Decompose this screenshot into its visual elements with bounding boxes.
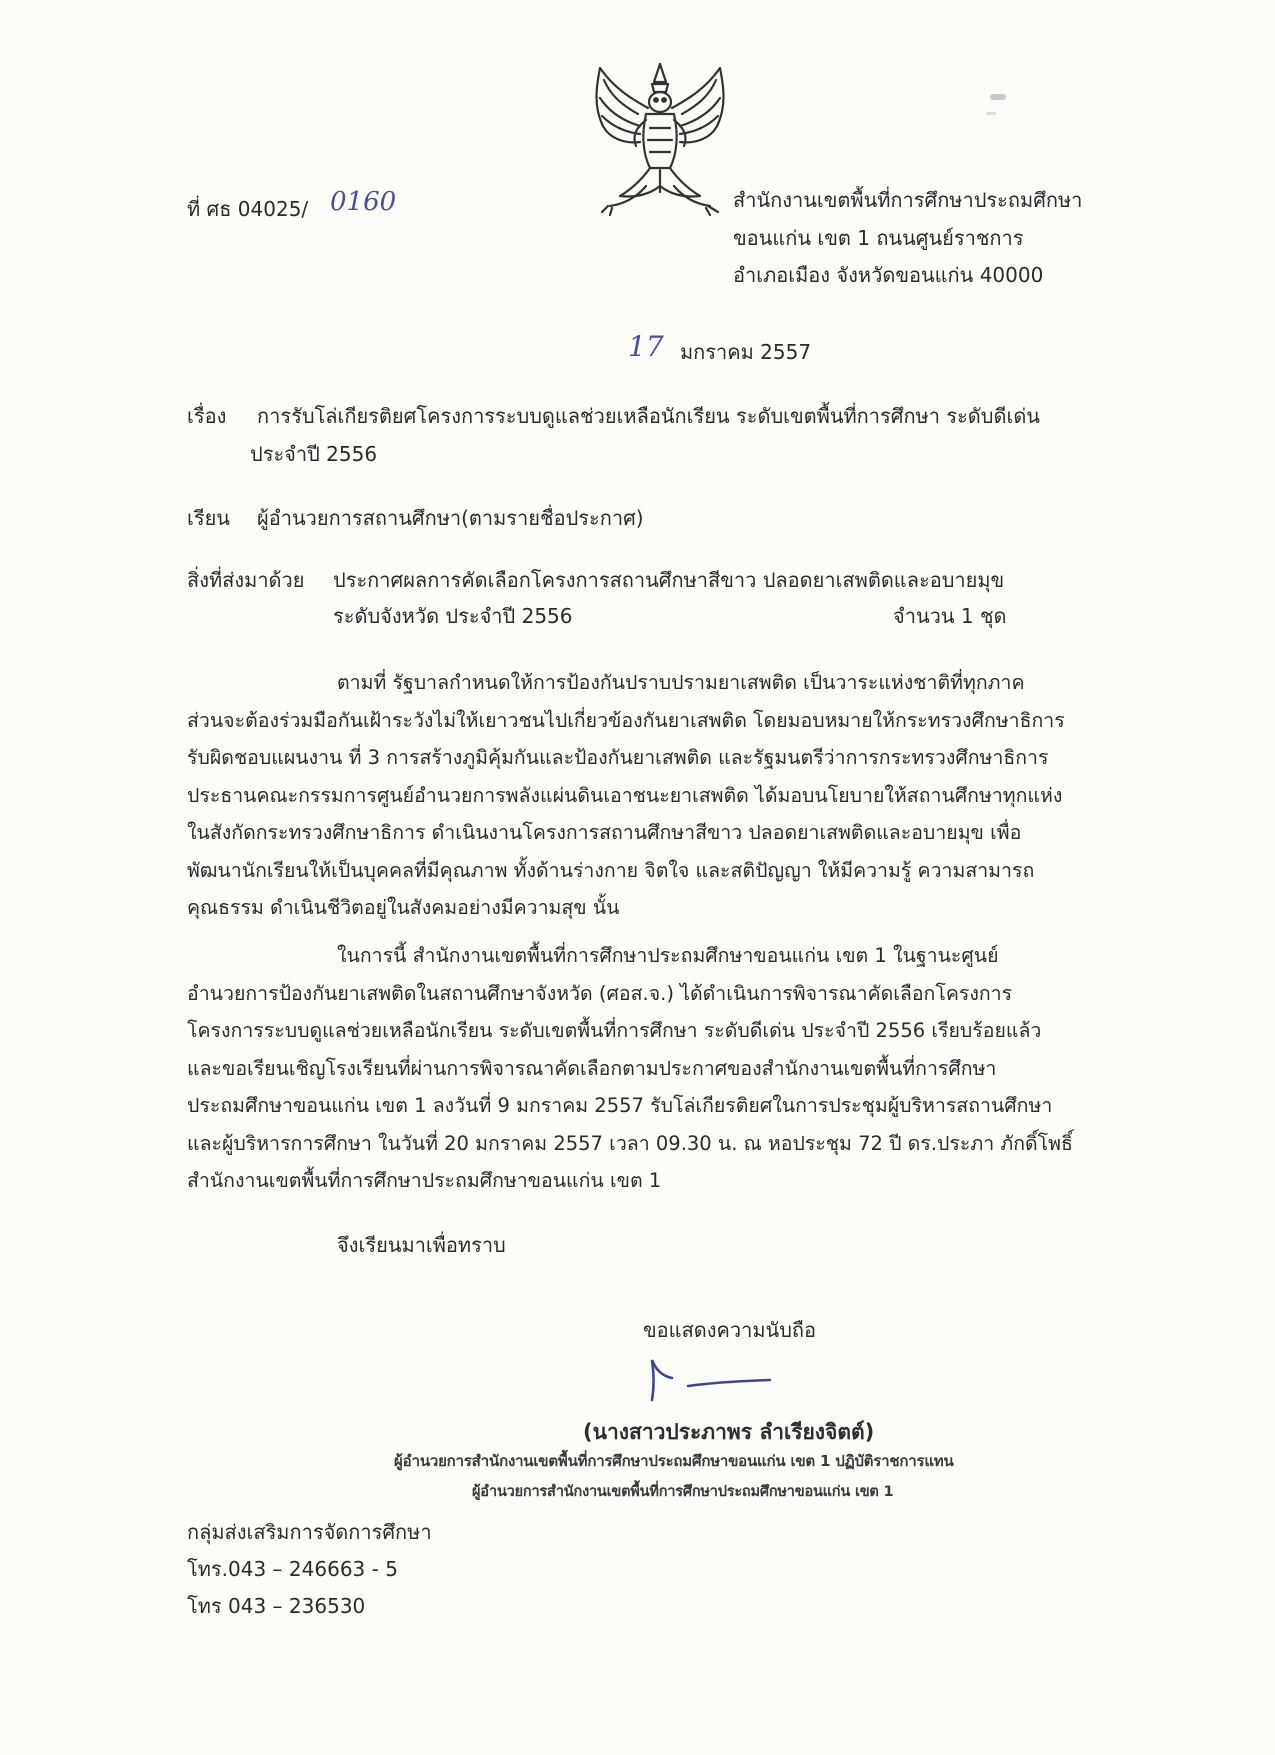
subject-label: เรื่อง (187, 404, 227, 428)
paragraph-2-line: ในการนี้ สำนักงานเขตพื้นที่การศึกษาประถมศึกษาขอนแก่น เขต 1 ในฐานะศูนย์ (337, 944, 999, 967)
subject-line-2: ประจำปี 2556 (250, 442, 378, 466)
garuda-emblem-icon (580, 58, 740, 218)
signatory-title-line-2: ผู้อำนวยการสำนักงานเขตพื้นที่การศึกษาประถมศึกษาขอนแก่น เขต 1 (472, 1484, 894, 1500)
scan-speck (990, 94, 1006, 100)
paragraph-2-line: และขอเรียนเชิญโรงเรียนที่ผ่านการพิจารณาคัดเลือกตามประกาศของสำนักงานเขตพื้นที่การศึกษา (187, 1056, 997, 1080)
paragraph-1-line: ส่วนจะต้องร่วมมือกันเฝ้าระวังไม่ให้เยาวชนไปเกี่ยวข้องกันยาเสพติด โดยมอบหมายให้กระทรวงศึกษาธิการ (187, 708, 1065, 732)
paragraph-1-line: รับผิดชอบแผนงาน ที่ 3 การสร้างภูมิคุ้มกันและป้องกันยาเสพติด และรัฐมนตรีว่าการกระทรวงศึกษาธิการ (187, 746, 1049, 769)
paragraph-1-line: พัฒนานักเรียนให้เป็นบุคคลที่มีคุณภาพ ทั้งด้านร่างกาย จิตใจ และสติปัญญา ให้มีความรู้ ความสามารถ (187, 858, 1035, 882)
phone-line-1: โทร.043 – 246663 - 5 (187, 1557, 398, 1581)
enclosure-quantity: จำนวน 1 ชุด (893, 604, 1007, 628)
paragraph-2-line: ประถมศึกษาขอนแก่น เขต 1 ลงวันที่ 9 มกราคม 2557 รับโล่เกียรติยศในการประชุมผู้บริหารสถานศึกษา (187, 1094, 1053, 1117)
sender-line-1: สำนักงานเขตพื้นที่การศึกษาประถมศึกษา (733, 188, 1083, 212)
signatory-title-line-1: ผู้อำนวยการสำนักงานเขตพื้นที่การศึกษาประถมศึกษาขอนแก่น เขต 1 ปฏิบัติราชการแทน (394, 1452, 954, 1470)
subject-line-1: การรับโล่เกียรติยศโครงการระบบดูแลช่วยเหลือนักเรียน ระดับเขตพื้นที่การศึกษา ระดับดีเด่น (257, 404, 1040, 428)
enclosure-line-1: ประกาศผลการคัดเลือกโครงการสถานศึกษาสีขาว ปลอดยาเสพติดและอบายมุข (333, 568, 1005, 592)
paragraph-1-line: ในสังกัดกระทรวงศึกษาธิการ ดำเนินงานโครงการสถานศึกษาสีขาว ปลอดยาเสพติดและอบายมุข เพื่อ (187, 821, 1022, 844)
reference-prefix: ที่ ศธ 04025/ (187, 197, 309, 221)
phone-line-2: โทร 043 – 236530 (187, 1594, 366, 1618)
enclosure-line-2: ระดับจังหวัด ประจำปี 2556 (333, 604, 573, 628)
paragraph-1-line: คุณธรรม ดำเนินชีวิตอยู่ในสังคมอย่างมีความสุข นั้น (187, 896, 620, 919)
enclosure-label: สิ่งที่ส่งมาด้วย (187, 568, 305, 592)
paragraph-1-line: ประธานคณะกรรมการศูนย์อำนวยการพลังแผ่นดินเอาชนะยาเสพติด ได้มอบนโยบายให้สถานศึกษาทุกแห่ง (187, 783, 1063, 807)
recipient-value: ผู้อำนวยการสถานศึกษา(ตามรายชื่อประกาศ) (257, 506, 644, 530)
sender-line-3: อำเภอเมือง จังหวัดขอนแก่น 40000 (733, 263, 1044, 287)
reference-number: 0160 (330, 187, 397, 217)
body-paragraph-1 (187, 664, 1112, 927)
paragraph-2-line: โครงการระบบดูแลช่วยเหลือนักเรียน ระดับเขตพื้นที่การศึกษา ระดับดีเด่น ประจำปี 2556 เรียบร้อยแล้ว (187, 1019, 1042, 1042)
recipient-label: เรียน (187, 506, 230, 530)
date-month-year: มกราคม 2557 (680, 340, 812, 364)
date-day: 17 (628, 330, 664, 363)
department-name: กลุ่มส่งเสริมการจัดการศึกษา (187, 1520, 432, 1544)
body-paragraph-2 (187, 937, 1112, 1200)
paragraph-1-line: ตามที่ รัฐบาลกำหนดให้การป้องกันปราบปรามยาเสพติด เป็นวาระแห่งชาติที่ทุกภาค (337, 671, 1025, 694)
sender-line-2: ขอนแก่น เขต 1 ถนนศูนย์ราชการ (733, 226, 1024, 250)
paragraph-2-line: สำนักงานเขตพื้นที่การศึกษาประถมศึกษาขอนแก่น เขต 1 (187, 1169, 662, 1192)
signatory-name: (นางสาวประภาพร ลำเรียงจิตต์) (583, 1420, 875, 1444)
salutation: ขอแสดงความนับถือ (643, 1318, 817, 1342)
handwritten-signature (640, 1350, 780, 1410)
closing-line: จึงเรียนมาเพื่อทราบ (337, 1233, 506, 1257)
paragraph-2-line: และผู้บริหารการศึกษา ในวันที่ 20 มกราคม 2557 เวลา 09.30 น. ณ หอประชุม 72 ปี ดร.ประภา ภักดิ์โพธิ์ (187, 1131, 1073, 1155)
scan-speck (986, 112, 996, 115)
paragraph-2-line: อำนวยการป้องกันยาเสพติดในสถานศึกษาจังหวัด (ศอส.จ.) ได้ดำเนินการพิจารณาคัดเลือกโครงการ (187, 981, 1013, 1005)
